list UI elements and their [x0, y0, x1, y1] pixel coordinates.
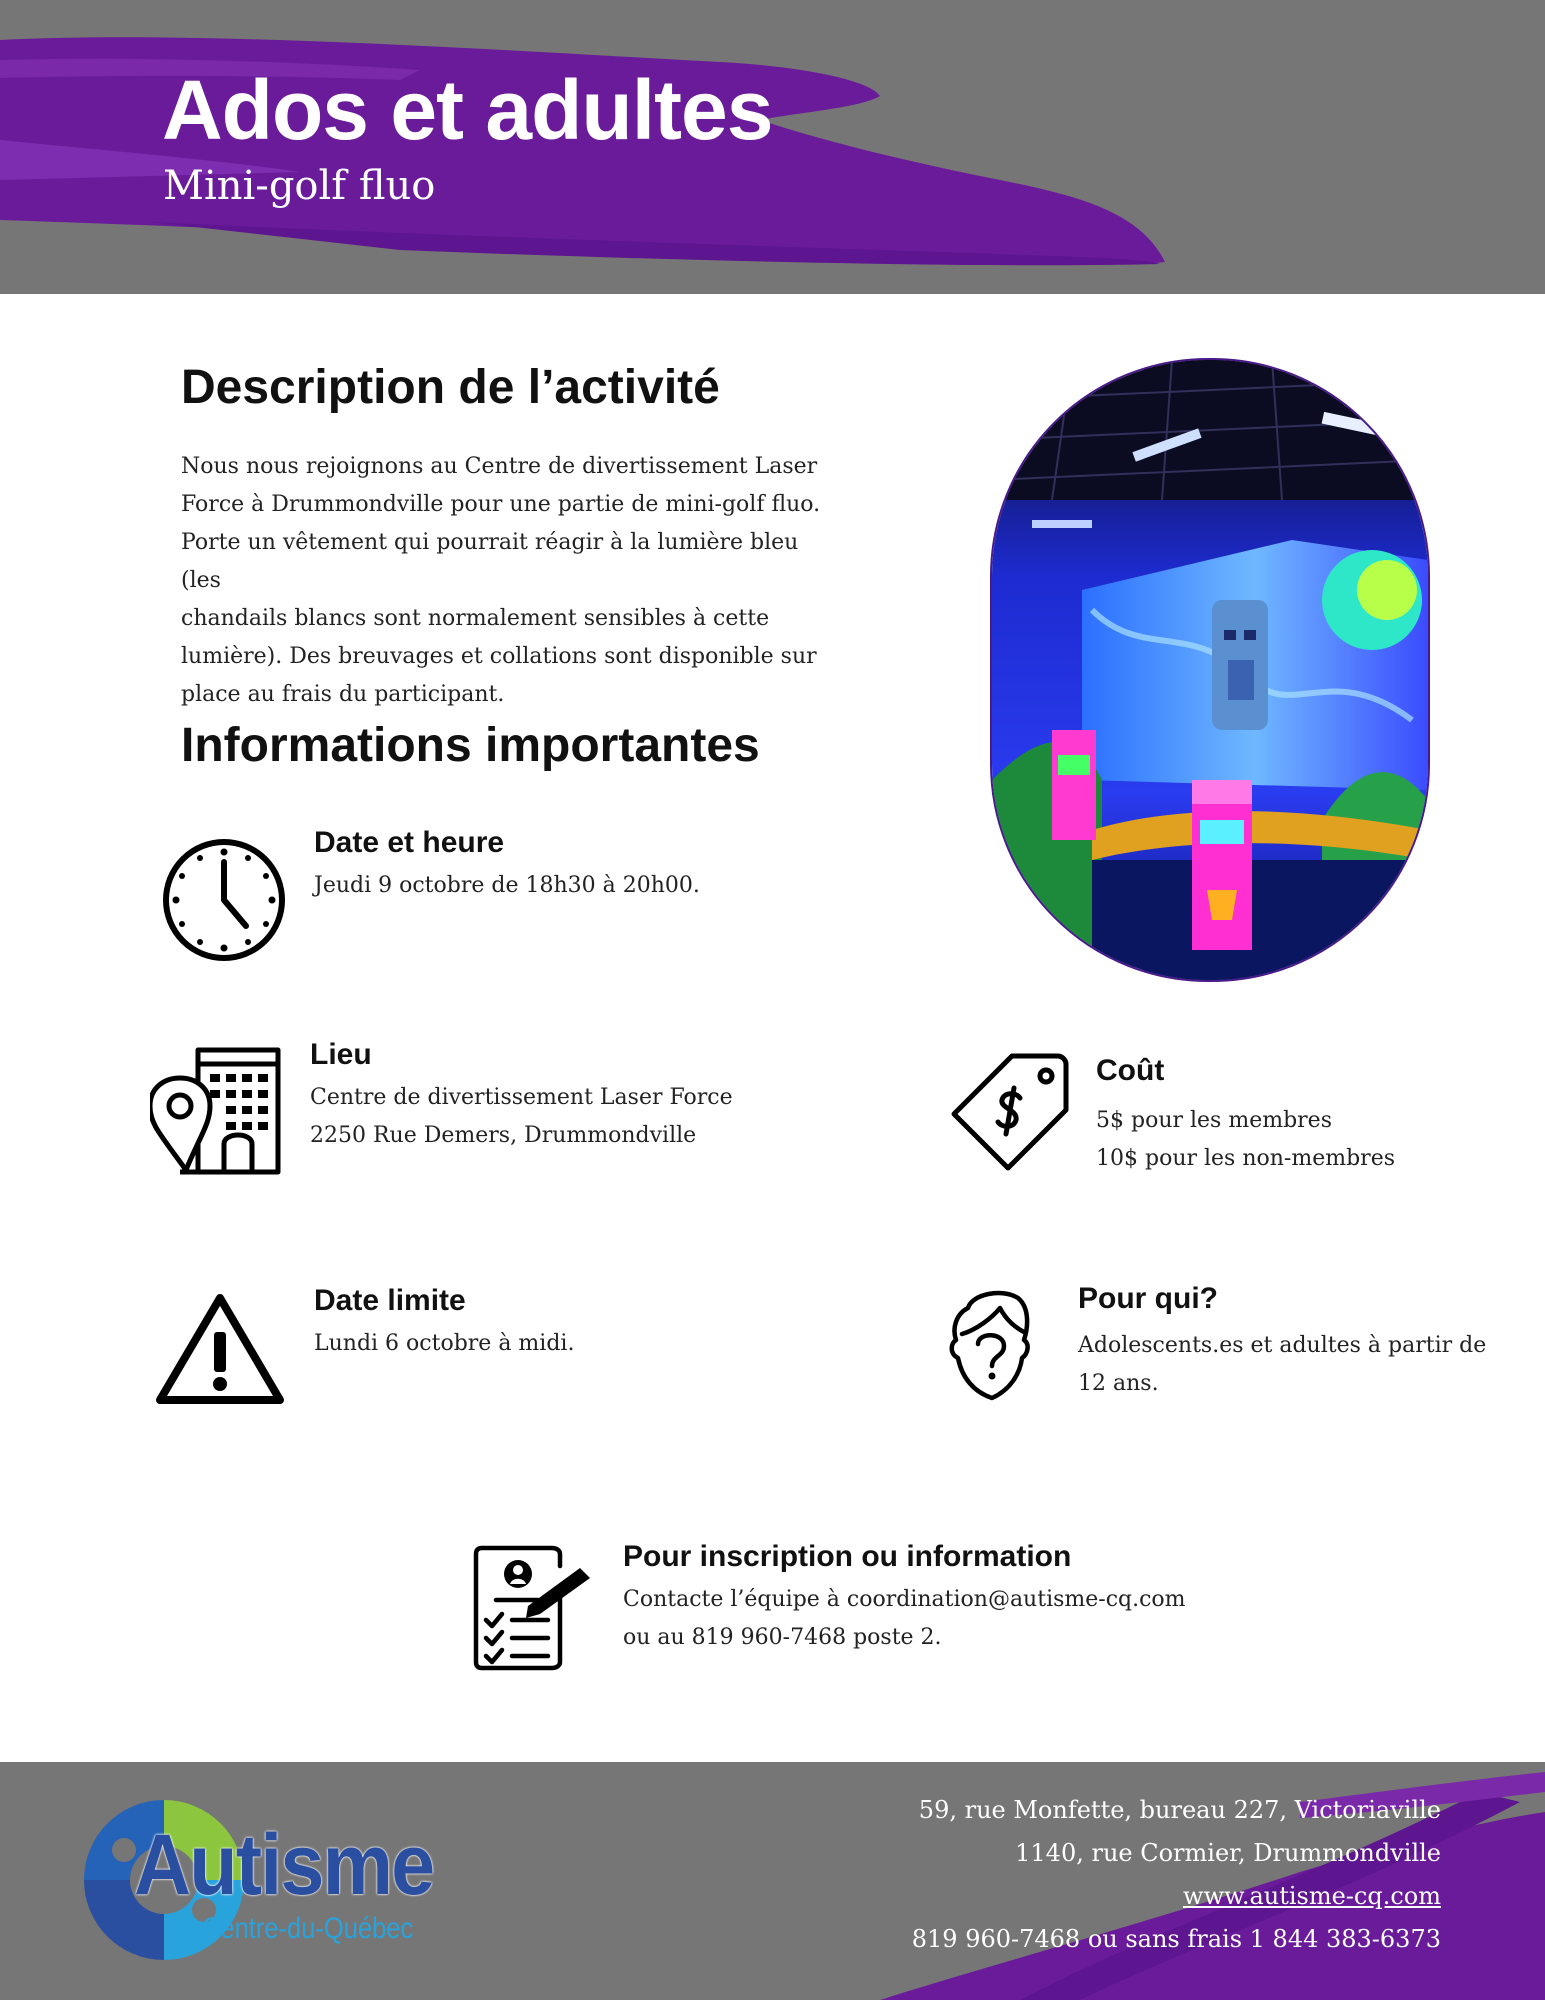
description-line: chandails blancs sont normalement sensibles à cette	[181, 606, 770, 631]
inscription-line1: Contacte l’équipe à coordination@autisme-cq.com	[623, 1587, 1186, 1612]
description-line: lumière). Des breuvages et collations sont disponible sur	[181, 644, 817, 669]
inscription-title: Pour inscription ou information	[623, 1540, 1072, 1573]
header-banner	[0, 0, 1545, 294]
pour-qui-title: Pour qui?	[1078, 1282, 1218, 1315]
address-victoriaville: 59, rue Monfette, bureau 227, Victoriaville	[918, 1796, 1441, 1824]
description-text	[181, 448, 821, 714]
minigolf-photo	[990, 358, 1430, 982]
date-limite-title: Date limite	[314, 1284, 466, 1317]
page-title: Ados et adultes	[162, 63, 773, 157]
date-heure-title: Date et heure	[314, 826, 505, 859]
cout-line2: 10$ pour les non-membres	[1096, 1146, 1395, 1171]
lieu-line2: 2250 Rue Demers, Drummondville	[310, 1123, 697, 1148]
inscription-line2: ou au 819 960-7468 poste 2.	[623, 1625, 942, 1650]
info-heading: Informations importantes	[181, 719, 760, 772]
lieu-line1: Centre de divertissement Laser Force	[310, 1085, 733, 1110]
description-line: Porte un vêtement qui pourrait réagir à la lumière bleu (les	[181, 530, 799, 593]
pour-qui-line2: 12 ans.	[1078, 1371, 1159, 1396]
building-location-icon	[150, 1044, 284, 1176]
date-limite-text: Lundi 6 octobre à midi.	[314, 1331, 575, 1356]
description-line: place au frais du participant.	[181, 682, 505, 707]
logo-subtitle: Centre-du-Québec	[202, 1912, 414, 1945]
description-line: Force à Drummondville pour une partie de mini-golf fluo.	[181, 492, 821, 517]
date-heure-text: Jeudi 9 octobre de 18h30 à 20h00.	[314, 873, 700, 898]
description-heading: Description de l’activité	[181, 361, 720, 414]
warning-icon	[154, 1290, 286, 1406]
cout-title: Coût	[1096, 1054, 1165, 1087]
cout-line1: 5$ pour les membres	[1096, 1108, 1332, 1133]
description-line: Nous nous rejoignons au Centre de divertissement Laser	[181, 454, 818, 479]
website-link[interactable]: www.autisme-cq.com	[1183, 1882, 1441, 1910]
footer	[0, 1762, 1545, 2000]
phone-numbers: 819 960-7468 ou sans frais 1 844 383-6373	[911, 1925, 1441, 1953]
page-subtitle: Mini-golf fluo	[163, 163, 436, 209]
logo-wordmark: Autisme	[134, 1817, 434, 1913]
lieu-title: Lieu	[310, 1038, 372, 1071]
clock-icon	[160, 836, 288, 964]
address-drummondville: 1140, rue Cormier, Drummondville	[1015, 1839, 1441, 1867]
clipboard-checklist-icon	[472, 1544, 594, 1672]
price-tag-icon	[950, 1052, 1070, 1172]
pour-qui-line1: Adolescents.es et adultes à partir de	[1078, 1333, 1487, 1358]
autisme-logo	[64, 1790, 484, 1970]
question-head-icon	[948, 1288, 1032, 1402]
